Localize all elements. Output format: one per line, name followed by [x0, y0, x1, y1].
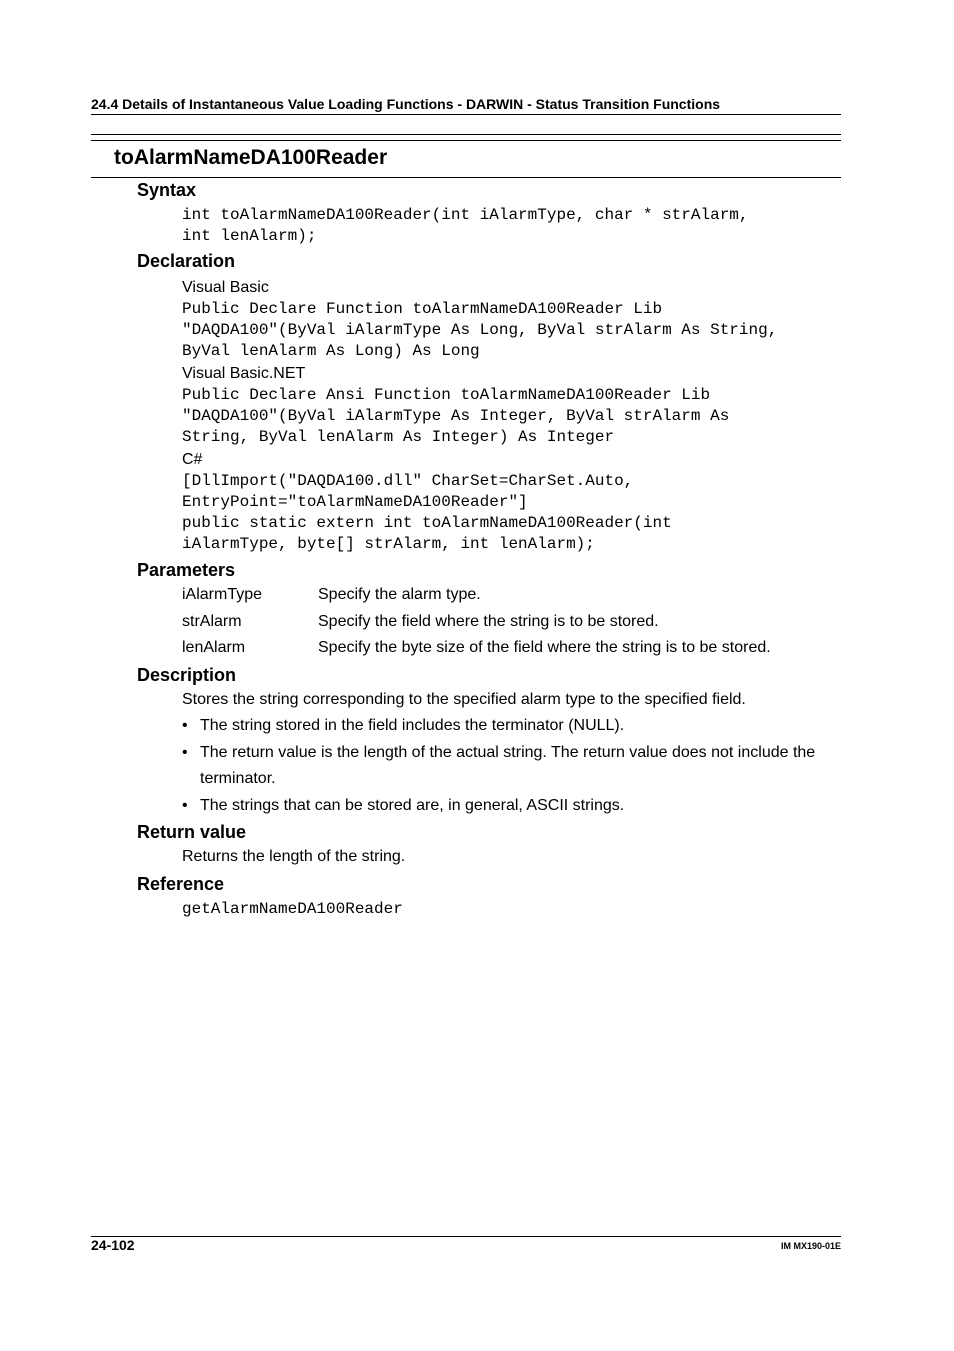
- cs-line: EntryPoint="toAlarmNameDA100Reader"]: [182, 493, 528, 511]
- cs-line: [DllImport("DAQDA100.dll" CharSet=CharSet.Auto,: [182, 472, 634, 490]
- cs-line: iAlarmType, byte[] strAlarm, int lenAlarm);: [182, 535, 595, 553]
- title-top-rule-inner: [91, 140, 841, 141]
- page-number: 24-102: [91, 1237, 135, 1253]
- bullet-text: The string stored in the field includes the terminator (NULL).: [200, 717, 625, 734]
- lang-label-cs: C#: [182, 451, 203, 468]
- bullet-mark: •: [182, 796, 188, 814]
- footer-rule: [91, 1236, 841, 1237]
- document-id: IM MX190-01E: [780, 1241, 841, 1251]
- syntax-block: [0, 201, 954, 247]
- reference-heading: Reference: [137, 873, 225, 894]
- title-top-rule: [91, 134, 841, 135]
- description-bullet: [0, 740, 822, 793]
- declaration-heading: Declaration: [137, 251, 236, 271]
- return-value-heading: Return value: [137, 822, 247, 842]
- parameter-name: iAlarmType: [182, 586, 263, 603]
- vb-line: ByVal lenAlarm As Long) As Long: [182, 342, 480, 360]
- description-block: [0, 686, 954, 820]
- parameter-name: lenAlarm: [182, 639, 246, 656]
- declaration-block: [0, 272, 954, 555]
- vbnet-line: String, ByVal lenAlarm As Integer) As Integer: [182, 428, 615, 446]
- description-bullet: [0, 713, 822, 740]
- lang-label-vbnet: Visual Basic.NET: [182, 365, 306, 382]
- parameter-name: strAlarm: [182, 612, 242, 630]
- syntax-line: int toAlarmNameDA100Reader(int iAlarmType, char * strAlarm,: [182, 206, 749, 224]
- syntax-line: int lenAlarm);: [182, 227, 317, 245]
- vb-line: "DAQDA100"(ByVal iAlarmType As Long, ByVal strAlarm As String,: [182, 321, 778, 339]
- syntax-heading: Syntax: [137, 180, 197, 200]
- parameter-description: Specify the alarm type.: [318, 586, 481, 603]
- reference-function: getAlarmNameDA100Reader: [182, 899, 403, 918]
- header-rule: [91, 114, 841, 115]
- parameters-list: [0, 581, 954, 662]
- description-text: Stores the string corresponding to the specified alarm type to the specified field.: [182, 690, 746, 708]
- vbnet-line: "DAQDA100"(ByVal iAlarmType As Integer, ByVal strAlarm As: [182, 407, 730, 425]
- description-heading: Description: [137, 664, 237, 685]
- return-value-text: Returns the length of the string.: [182, 848, 406, 865]
- cs-line: public static extern int toAlarmNameDA100Reader(int: [182, 514, 672, 532]
- vbnet-line: Public Declare Ansi Function toAlarmNameDA100Reader Lib: [182, 386, 711, 404]
- bullet-mark: •: [182, 743, 188, 761]
- return-value-block: [0, 843, 954, 871]
- bullet-mark: •: [182, 717, 188, 734]
- parameter-description: Specify the field where the string is to be stored.: [318, 612, 659, 630]
- parameters-heading: Parameters: [137, 560, 236, 580]
- reference-block: [0, 895, 954, 920]
- parameter-row: [0, 582, 954, 609]
- parameter-row: [0, 609, 954, 636]
- function-title: toAlarmNameDA100Reader: [114, 146, 388, 169]
- description-bullet: [0, 793, 822, 820]
- function-body: [0, 178, 954, 920]
- bullet-text: The strings that can be stored are, in general, ASCII strings.: [200, 796, 625, 814]
- parameter-row: [0, 635, 954, 662]
- vb-line: Public Declare Function toAlarmNameDA100Reader Lib: [182, 300, 663, 318]
- bullet-text: The return value is the length of the actual string. The return value does not include the terminator.: [200, 743, 816, 787]
- parameter-description: Specify the byte size of the field where the string is to be stored.: [318, 639, 771, 656]
- lang-label-vb: Visual Basic: [182, 279, 269, 296]
- running-header-title: 24.4 Details of Instantaneous Value Loading Functions - DARWIN - Status Transition Functions: [91, 96, 721, 112]
